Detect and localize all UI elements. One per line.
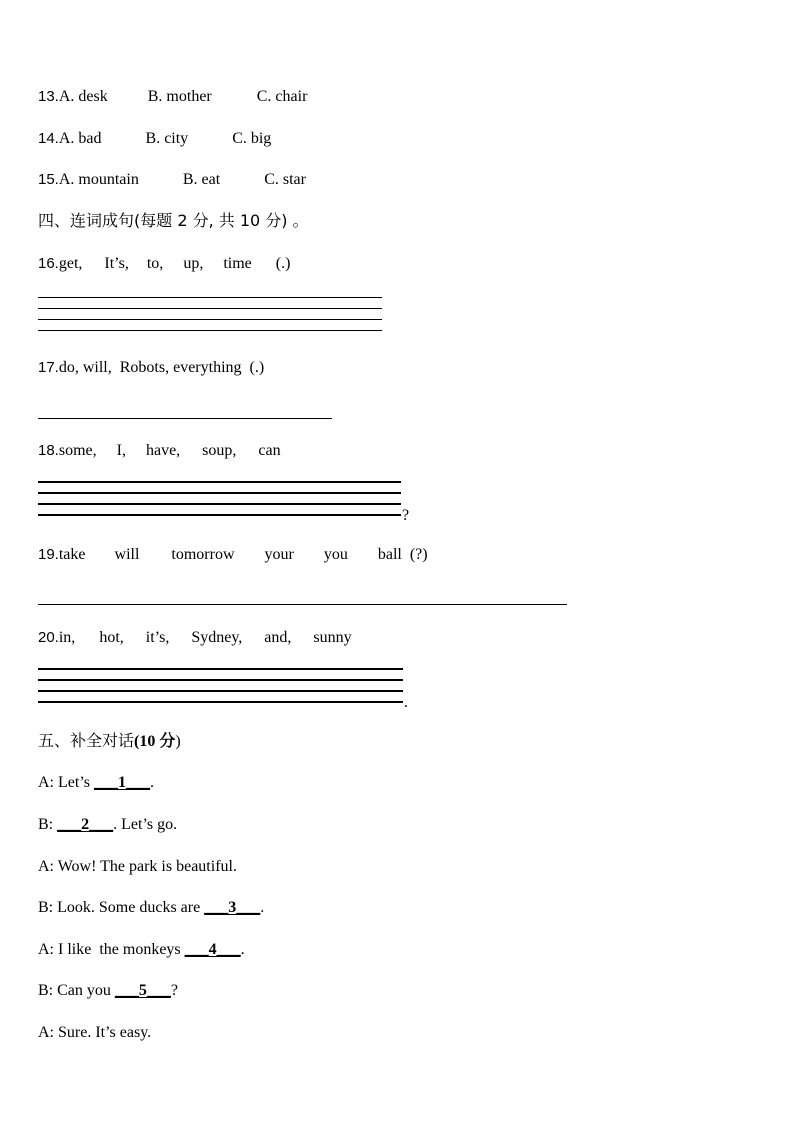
word: some, <box>58 442 97 459</box>
option-b: B. mother <box>147 88 212 105</box>
option-b: B. eat <box>182 171 221 188</box>
answer-line <box>38 330 382 331</box>
dialogue-line <box>38 981 178 1001</box>
dialogue-text: B: <box>38 816 58 833</box>
question-number: 19. <box>38 546 59 563</box>
dialogue-text: A: Sure. It’s easy. <box>38 1024 152 1041</box>
word: have, <box>145 442 181 459</box>
answer-line <box>38 297 382 298</box>
word: Sydney, <box>191 629 243 646</box>
question-number: 15. <box>38 171 59 188</box>
word: up, <box>183 255 204 272</box>
answer-line <box>38 481 401 483</box>
dialogue-text: . Let’s go. <box>113 816 178 833</box>
word: hot, <box>99 629 124 646</box>
option-c: C. chair <box>256 88 308 105</box>
dialogue-line <box>38 815 177 835</box>
question-words: do, will, Robots, everything (.) <box>58 359 265 376</box>
answer-blank-1[interactable]: ___1___ <box>94 774 150 791</box>
dialogue-line <box>38 1023 151 1043</box>
word: time <box>223 255 252 272</box>
dialogue-text: B: Can you <box>38 982 115 999</box>
dialogue-line <box>38 940 245 960</box>
option-b: B. city <box>145 130 189 147</box>
answer-line <box>38 319 382 320</box>
option-a: A. desk <box>58 88 108 105</box>
word: you <box>323 546 348 563</box>
word: It’s, <box>104 255 129 272</box>
word: tomorrow <box>171 546 235 563</box>
answer-line <box>38 679 403 681</box>
question-number: 16. <box>38 255 59 272</box>
option-c: C. big <box>232 130 272 147</box>
dialogue-text: . <box>260 899 265 916</box>
dialogue-line <box>38 898 264 918</box>
option-a: A. mountain <box>58 171 139 188</box>
word: will <box>114 546 140 563</box>
answer-line <box>38 604 567 605</box>
section-5-title-cn: 五、补全对话 <box>38 731 135 750</box>
word: get, <box>58 255 83 272</box>
option-a: A. bad <box>58 130 102 147</box>
section-5-title <box>38 731 181 752</box>
word: I, <box>116 442 126 459</box>
section-5-points: (10 <box>134 733 160 750</box>
section-5-points-unit: 分 <box>159 731 176 750</box>
option-c: C. star <box>264 171 306 188</box>
question-13 <box>38 87 307 107</box>
section-4-title: 四、连词成句(每题 2 分, 共 10 分) 。 <box>38 211 309 230</box>
answer-blank-2[interactable]: ___2___ <box>57 816 114 833</box>
section-5-close: ) <box>175 733 181 750</box>
word: in, <box>58 629 76 646</box>
question-20 <box>38 628 352 648</box>
answer-line <box>38 701 403 703</box>
question-number: 14. <box>38 130 59 147</box>
dialogue-text: B: Look. Some ducks are <box>38 899 205 916</box>
dialogue-text: ? <box>170 982 178 999</box>
word: your <box>264 546 294 563</box>
word: (.) <box>275 255 291 272</box>
dialogue-text: A: I like the monkeys <box>38 941 185 958</box>
question-18 <box>38 441 281 461</box>
answer-line <box>38 308 382 309</box>
question-number: 18. <box>38 442 59 459</box>
question-number: 13. <box>38 88 59 105</box>
word: and, <box>264 629 292 646</box>
dialogue-text: . <box>150 774 154 791</box>
answer-line <box>38 514 401 516</box>
word: to, <box>146 255 164 272</box>
dialogue-line <box>38 773 154 793</box>
period-mark: . <box>404 694 408 711</box>
dialogue-text: A: Wow! The park is beautiful. <box>38 858 237 875</box>
answer-blank-3[interactable]: ___3___ <box>204 899 261 916</box>
word: can <box>258 442 281 459</box>
question-17 <box>38 358 264 378</box>
word: it’s, <box>145 629 170 646</box>
question-14 <box>38 129 271 149</box>
answer-blank-4[interactable]: ___4___ <box>184 941 241 958</box>
dialogue-text: . <box>240 941 245 958</box>
word: soup, <box>202 442 237 459</box>
answer-line <box>38 492 401 494</box>
question-15 <box>38 170 306 190</box>
question-number: 17. <box>38 359 59 376</box>
dialogue-text: A: Let’s <box>38 774 94 791</box>
word: sunny <box>313 629 352 646</box>
answer-blank-5[interactable]: ___5___ <box>114 982 171 999</box>
answer-line <box>38 668 403 670</box>
answer-line <box>38 690 403 692</box>
question-number: 20. <box>38 629 59 646</box>
question-19 <box>38 545 428 565</box>
word: ball (?) <box>377 546 428 563</box>
question-16 <box>38 254 290 274</box>
dialogue-line <box>38 857 237 877</box>
word: take <box>58 546 86 563</box>
answer-line <box>38 418 332 419</box>
question-mark: ? <box>402 507 410 524</box>
answer-line <box>38 503 401 505</box>
